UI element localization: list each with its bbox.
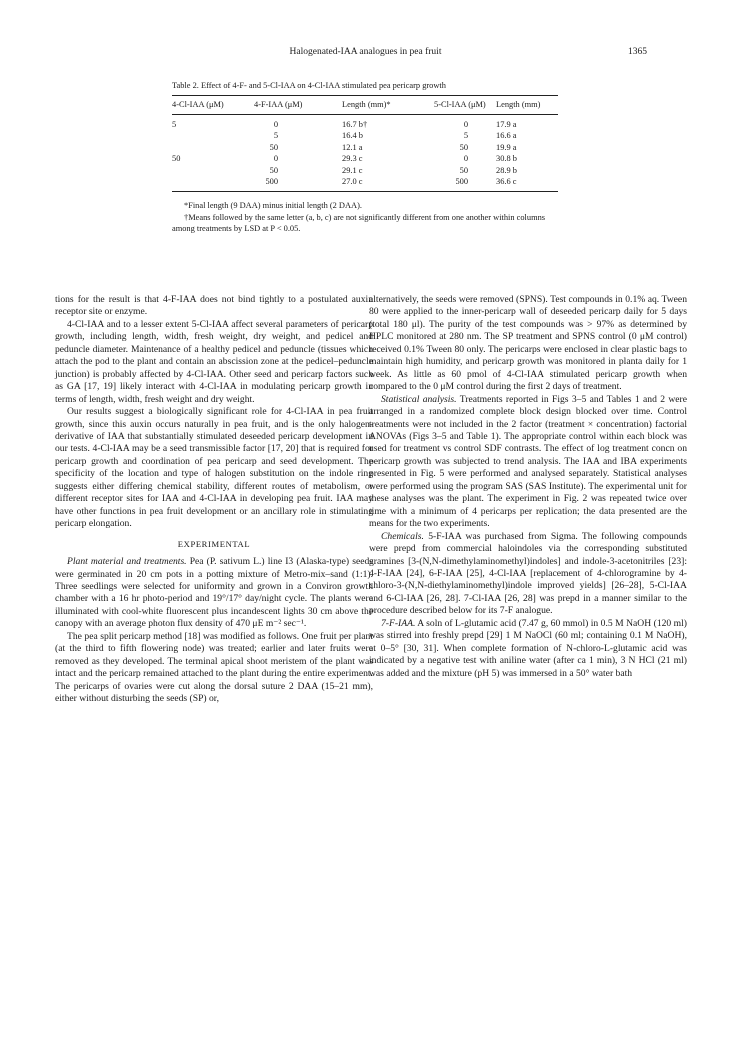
table-cell: 36.6 c [496, 177, 517, 187]
table-cell: 5 [172, 120, 177, 129]
page-number: 1365 [628, 47, 647, 57]
table-cell: 0 [273, 120, 278, 129]
footnote: *Final length (9 DAA) minus initial length (2 DAA). [184, 201, 362, 211]
table-footnotes [172, 200, 558, 235]
column-header: Length (mm) [496, 100, 541, 109]
paragraph [369, 394, 687, 531]
table-cell: 0 [463, 154, 468, 164]
paragraph-text: Treatments reported in Figs 3–5 and Tables 1 and 2 were arranged in a randomized complete block design blocked over time. Control treatments were not included in the 2 factor (treatment × concentration) factorial ANOVAs (Figs 3–5 and Table 1). The appropriate control within each block was used for treatment vs control SDF contrasts. The effect of log treatment concn on pericarp growth was subjected to trend analysis. The IAA and IBA experiments presented in Fig. 5 were performed and analysed separately. Statistical analyses were performed using the program SAS (SAS Institute). The experimental unit for these analyses was the plant. The experiment in Fig. 2 was repeated twice over time with a minimum of 4 pericarps per replication; the data presented are the means for the two experiments. [369, 393, 687, 530]
table-caption: Table 2. Effect of 4-F- and 5-Cl-IAA on 4-Cl-IAA stimulated pea pericarp growth [172, 81, 446, 90]
column-header: 4-Cl-IAA (μM) [172, 100, 224, 109]
table-cell: 50 [269, 142, 278, 152]
table-cell: 5 [463, 131, 468, 141]
table-cell: 50 [459, 165, 468, 175]
paragraph: Our results suggest a biologically significant role for 4-Cl-IAA in pea fruit growth, since this auxin occurs naturally in pea fruit, and is the only halogen-derivative of IAA that substantially stimulated deseeded pericarp development in our tests. 4-Cl-IAA may be a seed transmissible factor [17, 20] that is required for pericarp growth and coordination of pea pericarp and seed development. The specificity of the location and type of halogen substitution on the indole ring suggests either differing chemical stability, different routes of metabolism, or different receptor sites for IAA and 4-Cl-IAA in developing pea fruit. IAA may have other functions in pea fruit development or an ancillary role in stimulating pericarp elongation. [55, 406, 373, 530]
table-cell: 500 [265, 177, 278, 187]
subsection-title: Statistical analysis. [381, 393, 457, 405]
paragraph [369, 531, 687, 618]
table-cell: 30.8 b [496, 154, 517, 164]
section-heading: EXPERIMENTAL [177, 538, 251, 549]
paragraph [55, 556, 373, 631]
table-2 [172, 80, 558, 235]
paragraph-text: A soln of L-glutamic acid (7.47 g, 60 mmol) in 0.5 M NaOH (120 ml) was stirred into freshly prepd [29] 1 M NaOCl (60 ml; containing 0.1 M NaOH), at 0–5° [30, 31]. When complete formation of N-chloro-L-glutamic acid was indicated by a negative test with aniline water (after ca 1 min), 3 N HCl (21 ml) was added and the mixture (pH 5) was immersed in a 50° water bath [369, 617, 687, 679]
table-cell: 19.9 a [496, 142, 517, 152]
table-cell: 12.1 a [342, 142, 363, 152]
table-cell: 28.9 b [496, 165, 517, 175]
column-header: Length (mm)* [342, 100, 391, 109]
data-table [172, 96, 558, 187]
table-cell: 0 [273, 154, 278, 164]
paragraph: alternatively, the seeds were removed (SPNS). Test compounds in 0.1% aq. Tween 80 were applied to the inner-pericarp wall of deseeded pericarp daily for 5 days (total 180 μl). The purity of the test compounds was > 97% as determined by HPLC monitored at 280 nm. The SP treatment and SPNS control (0 μM control) received 0.1% Tween 80 only. The pericarps were enclosed in clear plastic bags to maintain high humidity, and pericarp growth was monitored in planta daily for 1 week. As little as 60 pmol of 4-Cl-IAA stimulated pericarp growth when compared to the 0 μM control during the first 2 days of treatment. [369, 294, 687, 393]
table-cell: 16.4 b [342, 131, 363, 141]
table-row [172, 165, 558, 176]
table-row [172, 153, 558, 164]
table-cell: 50 [459, 142, 468, 152]
paragraph: The pea split pericarp method [18] was modified as follows. One fruit per plant (at the third to fifth flowering node) was treated; earlier and later fruits were removed as they developed. The terminal apical shoot meristem of the plant was intact and the pericarp remained attached to the plant during the entire experiment. The pericarps of ovaries were cut along the dorsal suture 2 DAA (15–21 mm), either without disturbing the seeds (SP) or, [55, 630, 373, 705]
table-cell: 16.6 a [496, 131, 517, 141]
table-cell [172, 130, 254, 141]
table-cell: 50 [269, 165, 278, 175]
table-cell: 50 [172, 154, 181, 164]
paragraph: 4-Cl-IAA and to a lesser extent 5-Cl-IAA affect several parameters of pericarp growth, including length, width, fresh weight, dry weight, and pedicel and peduncle diameter. Maintenance of a healthy pedicel and peduncle (tissues which attach the pod to the plant and contain an abscission zone at the pedicel–peduncle junction) is probably affected by 4-Cl-IAA. Other seed and pericarp factors such as GA [17, 19] likely interact with 4-Cl-IAA in modulating pericarp growth in terms of length, width, fresh weight and dry weight. [55, 318, 373, 405]
table-row [172, 115, 558, 130]
table-cell: 16.7 b† [342, 120, 368, 129]
table-cell: 5 [273, 131, 278, 141]
table-cell [172, 165, 254, 176]
paragraph-text: Pea (P. sativum L.) line I3 (Alaska-type) seeds were germinated in 20 cm pots in a potting mixture of Metro-mix–sand (1:1). Three seedlings were selected for uniformity and grown in a Conviron growth chamber with a 16 hr photo-period and 19°/17° day/night cycle. The plants were illuminated with cool-white fluorescent plus incandescent lights 30 cm above the canopy with an average photon flux density of 470 μE m⁻² sec⁻¹. [55, 556, 373, 630]
paragraph-text: 5-F-IAA was purchased from Sigma. The following compounds were prepd from commercial haloindoles via the corresponding substituted gramines [3-(N,N-dimethylaminomethyl)indoles] and indole-3-acetonitriles [23]: 4-F-IAA [24], 6-F-IAA [25], 4-Cl-IAA [replacement of 4-chlorogramine by 4-chloro-3-(N,N-diethylaminomethyl)indole improved yields] [26–28], 5-Cl-IAA and 6-Cl-IAA [26, 28]. 7-Cl-IAA [26, 28] was prepd in a manner similar to the procedure described below for its 7-F analogue. [369, 530, 687, 617]
paragraph: tions for the result is that 4-F-IAA does not bind tightly to a postulated auxin receptor site or enzyme. [55, 294, 373, 318]
table-cell: 29.3 c [342, 154, 363, 164]
table-bottom-rule [172, 191, 558, 192]
paragraph [369, 618, 687, 680]
table-row [172, 130, 558, 141]
subsection-title: Chemicals. [381, 530, 424, 542]
right-column [369, 294, 687, 680]
table-cell [172, 176, 254, 187]
running-title: Halogenated-IAA analogues in pea fruit [289, 47, 442, 57]
footnote: †Means followed by the same letter (a, b, c) are not significantly different from one another within columns among treatments by LSD at P < 0.05. [172, 212, 546, 234]
page-header [0, 47, 731, 61]
table-cell: 0 [463, 120, 468, 129]
table-cell: 500 [455, 177, 468, 187]
table-cell: 27.0 c [342, 177, 363, 187]
table-cell: 17.9 a [496, 120, 517, 129]
table-cell [172, 142, 254, 153]
table-row [172, 176, 558, 187]
table-row [172, 142, 558, 153]
column-header: 4-F-IAA (μM) [254, 100, 303, 109]
column-header: 5-Cl-IAA (μM) [434, 100, 486, 109]
subsection-title: 7-F-IAA. [381, 617, 416, 629]
left-column [55, 294, 373, 706]
table-header-row [172, 96, 558, 114]
table-cell: 29.1 c [342, 165, 363, 175]
subsection-title: Plant material and treatments. [67, 556, 187, 568]
